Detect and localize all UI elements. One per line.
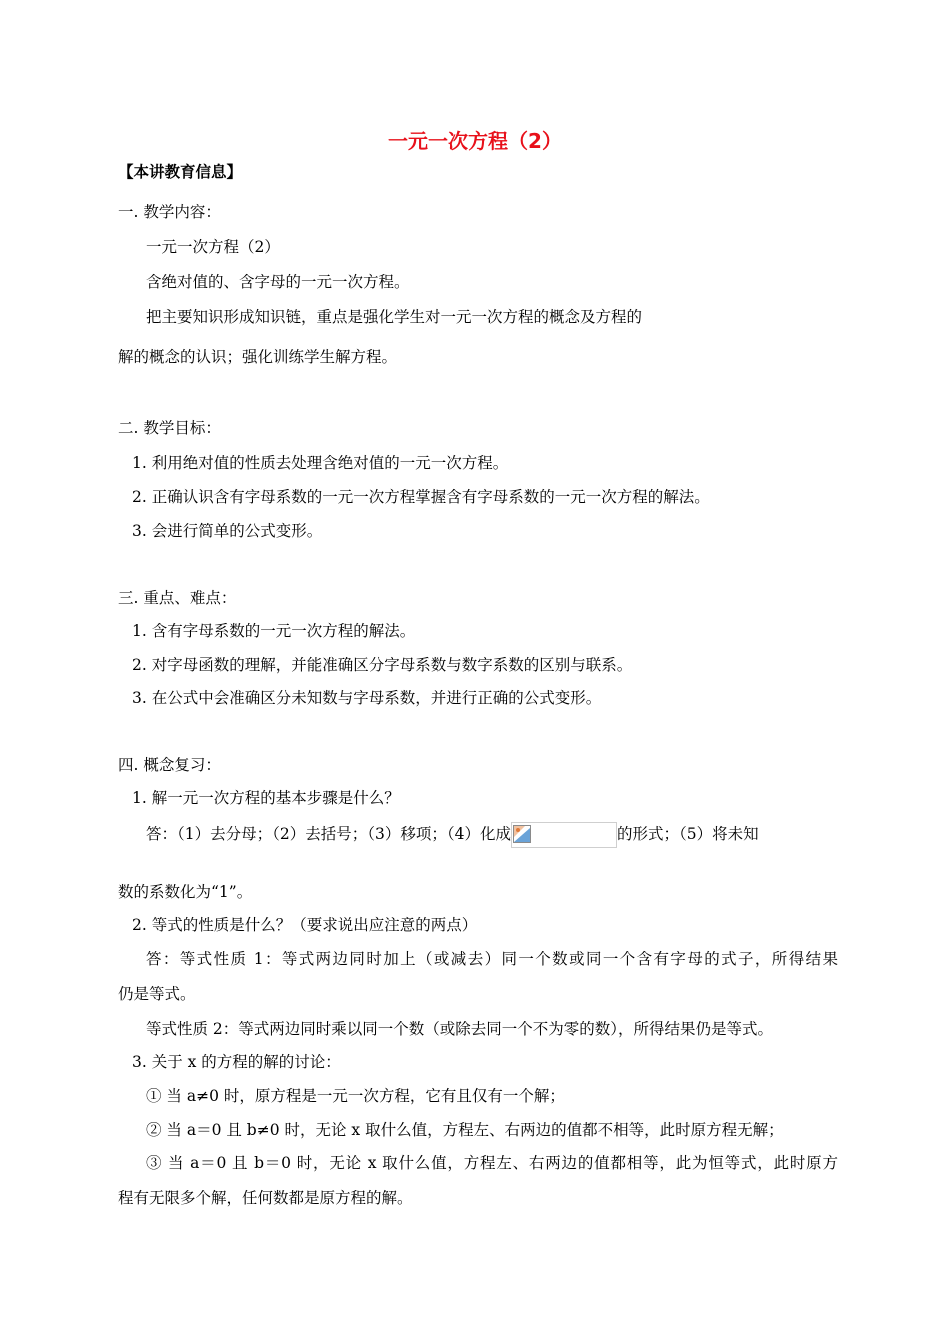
key-point-item: 3. 在公式中会准确区分未知数与字母系数，并进行正确的公式变形。 (132, 689, 602, 707)
section-1-heading: 一. 教学内容： (118, 203, 221, 221)
answer-2-line: 等式性质 2：等式两边同时乘以同一个数（或除去同一个不为零的数），所得结果仍是等式。 (146, 1020, 774, 1038)
objective-item: 1. 利用绝对值的性质去处理含绝对值的一元一次方程。 (132, 454, 509, 472)
question-1: 1. 解一元一次方程的基本步骤是什么？ (132, 789, 400, 807)
answer-2-line: 答：等式性质 1：等式两边同时加上（或减去）同一个数或同一个含有字母的式子，所得结果 (146, 950, 838, 968)
answer-1-continuation: 数的系数化为“1”。 (118, 883, 253, 901)
page-title: 一元一次方程（2） (388, 129, 562, 153)
answer-1-text-cont: 的形式；（5）将未知 (616, 825, 759, 843)
key-point-item: 2. 对字母函数的理解，并能准确区分字母系数与数字系数的区别与联系。 (132, 656, 633, 674)
info-header: 【本讲教育信息】 (118, 163, 243, 181)
section-1-line: 含绝对值的、含字母的一元一次方程。 (146, 273, 410, 291)
broken-image-icon (513, 825, 531, 843)
case-1: ① 当 a≠0 时，原方程是一元一次方程，它有且仅有一个解； (146, 1087, 565, 1105)
case-2: ② 当 a＝0 且 b≠0 时，无论 x 取什么值，方程左、右两边的值都不相等，此时原方程无解； (146, 1121, 784, 1139)
case-3-line: 程有无限多个解，任何数都是原方程的解。 (118, 1189, 413, 1207)
answer-1-text: 答：（1）去分母；（2）去括号；（3）移项；（4）化成 (146, 825, 511, 843)
key-point-item: 1. 含有字母系数的一元一次方程的解法。 (132, 622, 416, 640)
case-3-line: ③ 当 a＝0 且 b＝0 时，无论 x 取什么值，方程左、右两边的值都相等，此为恒等式，此时原方 (146, 1154, 838, 1172)
section-1-line: 一元一次方程（2） (146, 238, 280, 256)
section-1-line: 把主要知识形成知识链，重点是强化学生对一元一次方程的概念及方程的 (146, 308, 643, 326)
section-4-heading: 四. 概念复习： (118, 756, 221, 774)
objective-item: 3. 会进行简单的公式变形。 (132, 522, 323, 540)
section-3-heading: 三. 重点、难点： (118, 589, 237, 607)
question-3: 3. 关于 x 的方程的解的讨论： (132, 1053, 341, 1071)
answer-2-line: 仍是等式。 (118, 985, 196, 1003)
section-1-line: 解的概念的认识；强化训练学生解方程。 (118, 348, 398, 366)
section-2-heading: 二. 教学目标： (118, 419, 221, 437)
missing-formula-image (511, 822, 617, 848)
question-2: 2. 等式的性质是什么？（要求说出应注意的两点） (132, 916, 478, 934)
answer-1-line (146, 822, 838, 848)
objective-item: 2. 正确认识含有字母系数的一元一次方程掌握含有字母系数的一元一次方程的解法。 (132, 488, 710, 506)
